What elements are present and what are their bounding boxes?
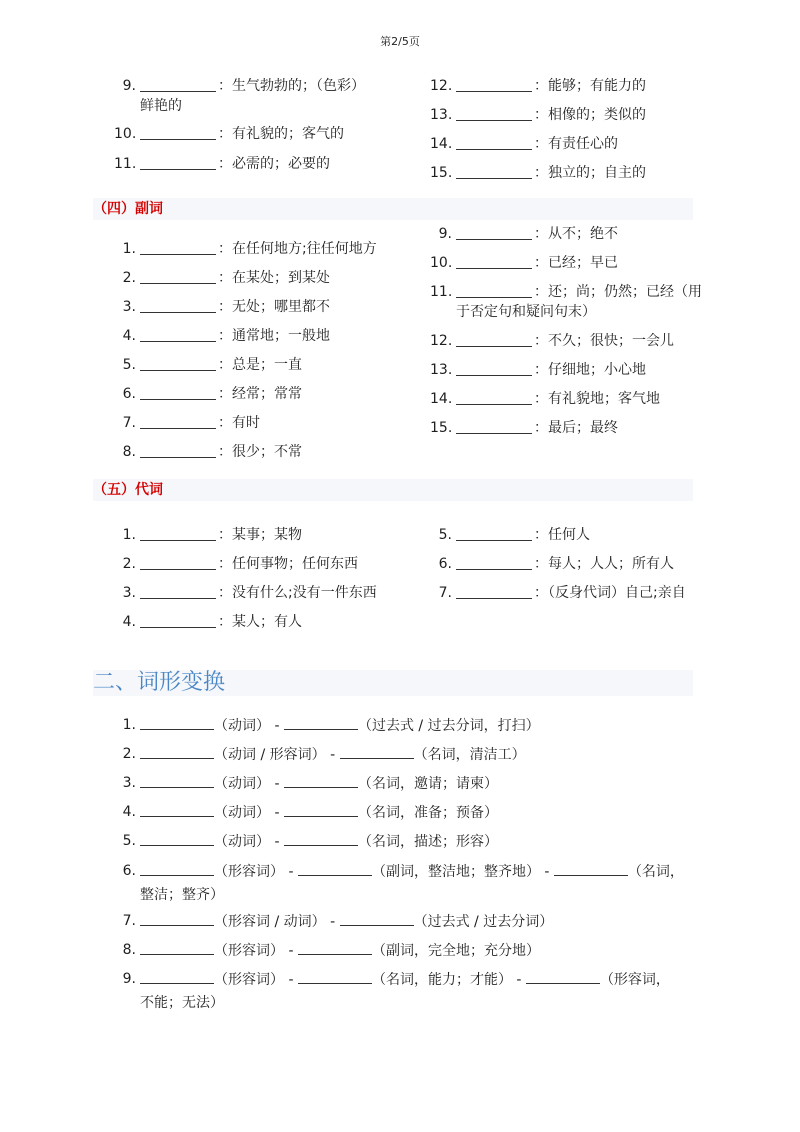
item-hint: （副词，整洁地；整齐地） - [371, 864, 550, 880]
answer-blank[interactable] [140, 540, 216, 541]
answer-blank[interactable] [526, 969, 600, 984]
item-definition: ：生气勃勃的；（色彩） [218, 78, 365, 94]
item-number: 5. [122, 833, 136, 849]
item-number: 9. [122, 78, 136, 94]
item-definition: ：某人；有人 [218, 614, 302, 630]
answer-blank[interactable] [284, 802, 358, 817]
item-line [140, 715, 540, 736]
item-number: 7. [122, 415, 136, 431]
item-hint: （名词，能力；才能） - [371, 972, 522, 988]
item-number: 1. [122, 241, 136, 257]
item-line [140, 911, 553, 932]
answer-blank[interactable] [456, 120, 532, 121]
item-hint: （形容词） - [214, 972, 294, 988]
item-definition: ：任何人 [534, 527, 590, 543]
answer-blank[interactable] [284, 715, 358, 730]
item-number: 4. [122, 804, 136, 820]
answer-blank[interactable] [140, 312, 216, 313]
item-definition: ：某事；某物 [218, 527, 302, 543]
answer-blank[interactable] [298, 861, 372, 876]
item-definition: ：能够；有能力的 [534, 78, 646, 94]
item-hint: （动词） - [214, 805, 280, 821]
item-number: 10. [430, 255, 453, 271]
item-number: 4. [122, 614, 136, 630]
answer-blank[interactable] [140, 569, 216, 570]
item-number: 2. [122, 270, 136, 286]
answer-blank[interactable] [140, 457, 216, 458]
item-number: 13. [430, 107, 453, 123]
item-number: 4. [122, 328, 136, 344]
answer-blank[interactable] [456, 540, 532, 541]
item-number: 6. [438, 556, 452, 572]
answer-blank[interactable] [140, 940, 214, 955]
item-definition-cont: 于否定句和疑问句末） [456, 304, 596, 320]
item-number: 15. [430, 420, 453, 436]
answer-blank[interactable] [140, 598, 216, 599]
answer-blank[interactable] [340, 744, 414, 759]
item-definition: ：有礼貌地；客气地 [534, 391, 660, 407]
answer-blank[interactable] [298, 969, 372, 984]
item-number: 6. [122, 386, 136, 402]
item-number: 1. [122, 527, 136, 543]
item-definition: ：没有什么;没有一件东西 [218, 585, 377, 601]
item-number: 3. [122, 299, 136, 315]
item-definition-cont: 鲜艳的 [140, 98, 182, 114]
item-line [140, 861, 684, 882]
item-number: 3. [122, 775, 136, 791]
page-number: 第2/5页 [380, 35, 420, 48]
answer-blank[interactable] [140, 715, 214, 730]
answer-blank[interactable] [456, 404, 532, 405]
item-hint: （形容词， [599, 972, 670, 988]
answer-blank[interactable] [140, 744, 214, 759]
answer-blank[interactable] [140, 802, 214, 817]
item-definition: ：从不；绝不 [534, 226, 618, 242]
answer-blank[interactable] [554, 861, 628, 876]
item-line-cont: 整洁；整齐） [140, 887, 224, 903]
answer-blank[interactable] [140, 911, 214, 926]
item-hint: （形容词） - [214, 864, 294, 880]
item-definition: ：必需的；必要的 [218, 156, 330, 172]
item-definition: ：任何事物；任何东西 [218, 556, 358, 572]
item-number: 5. [438, 527, 452, 543]
item-number: 12. [430, 78, 453, 94]
item-definition: ：（反身代词）自己;亲自 [534, 585, 686, 601]
item-definition: ：仔细地；小心地 [534, 362, 646, 378]
item-hint: （动词 / 形容词） - [214, 747, 336, 763]
item-hint: （动词） - [214, 834, 280, 850]
answer-blank[interactable] [456, 268, 532, 269]
item-number: 7. [438, 585, 452, 601]
answer-blank[interactable] [456, 239, 532, 240]
item-hint: （副词，完全地；充分地） [371, 943, 540, 959]
answer-blank[interactable] [140, 773, 214, 788]
item-number: 14. [430, 391, 453, 407]
item-line [140, 969, 670, 990]
item-hint: （名词，准备；预备） [357, 805, 498, 821]
item-number: 5. [122, 357, 136, 373]
item-number: 11. [114, 156, 137, 172]
answer-blank[interactable] [140, 139, 216, 140]
answer-blank[interactable] [456, 346, 532, 347]
answer-blank[interactable] [140, 831, 214, 846]
answer-blank[interactable] [140, 428, 216, 429]
item-line [140, 802, 498, 823]
item-definition: ：在某处；到某处 [218, 270, 330, 286]
answer-blank[interactable] [456, 598, 532, 599]
answer-blank[interactable] [140, 91, 216, 92]
item-definition: ：已经；早已 [534, 255, 618, 271]
item-line-cont: 不能；无法） [140, 995, 224, 1011]
item-line [140, 940, 540, 961]
item-number: 10. [114, 126, 137, 142]
answer-blank[interactable] [456, 569, 532, 570]
item-hint: （名词，清洁工） [413, 747, 526, 763]
item-number: 8. [122, 444, 136, 460]
answer-blank[interactable] [140, 627, 216, 628]
item-definition: ：经常；常常 [218, 386, 302, 402]
item-hint: （名词，邀请；请柬） [357, 776, 498, 792]
answer-blank[interactable] [140, 283, 216, 284]
item-hint: （名词，描述；形容） [357, 834, 498, 850]
answer-blank[interactable] [456, 91, 532, 92]
item-definition: ：通常地；一般地 [218, 328, 330, 344]
answer-blank[interactable] [284, 831, 358, 846]
item-definition: ：每人；人人；所有人 [534, 556, 674, 572]
item-hint: （名词， [627, 864, 684, 880]
item-line [140, 773, 498, 794]
item-hint: （过去式 / 过去分词） [413, 914, 554, 930]
item-definition: ：最后；最终 [534, 420, 618, 436]
item-hint: （动词） - [214, 776, 280, 792]
answer-blank[interactable] [140, 370, 216, 371]
item-number: 9. [122, 971, 136, 987]
item-definition: ：总是；一直 [218, 357, 302, 373]
item-hint: （形容词） - [214, 943, 294, 959]
item-number: 7. [122, 913, 136, 929]
item-definition: ：无处；哪里都不 [218, 299, 330, 315]
item-number: 14. [430, 136, 453, 152]
item-definition: ：在任何地方;往任何地方 [218, 241, 377, 257]
item-line [140, 831, 498, 852]
answer-blank[interactable] [140, 254, 216, 255]
item-number: 2. [122, 746, 136, 762]
item-definition: ：有礼貌的；客气的 [218, 126, 344, 142]
item-number: 1. [122, 717, 136, 733]
item-definition: ：相像的；类似的 [534, 107, 646, 123]
item-number: 11. [430, 284, 453, 300]
item-definition: ：很少；不常 [218, 444, 302, 460]
answer-blank[interactable] [140, 969, 214, 984]
item-number: 3. [122, 585, 136, 601]
item-number: 8. [122, 942, 136, 958]
item-number: 15. [430, 165, 453, 181]
item-number: 2. [122, 556, 136, 572]
item-definition: ：有责任心的 [534, 136, 618, 152]
item-number: 6. [122, 863, 136, 879]
answer-blank[interactable] [140, 341, 216, 342]
item-definition: ：还；尚；仍然；已经（用 [534, 284, 702, 300]
answer-blank[interactable] [456, 433, 532, 434]
section-heading-adverbs: （四）副词 [93, 198, 693, 220]
item-number: 9. [438, 226, 452, 242]
item-number: 13. [430, 362, 453, 378]
item-line [140, 744, 526, 765]
item-definition: ：独立的；自主的 [534, 165, 646, 181]
answer-blank[interactable] [140, 399, 216, 400]
item-hint: （形容词 / 动词） - [214, 914, 336, 930]
answer-blank[interactable] [456, 178, 532, 179]
item-hint: （过去式 / 过去分词，打扫） [357, 718, 540, 734]
answer-blank[interactable] [298, 940, 372, 955]
answer-blank[interactable] [456, 149, 532, 150]
answer-blank[interactable] [456, 297, 532, 298]
answer-blank[interactable] [284, 773, 358, 788]
part-title-word-forms: 二、词形变换 [93, 670, 693, 696]
item-definition: ：不久；很快；一会儿 [534, 333, 674, 349]
answer-blank[interactable] [140, 169, 216, 170]
item-definition: ：有时 [218, 415, 260, 431]
answer-blank[interactable] [140, 861, 214, 876]
item-hint: （动词） - [214, 718, 280, 734]
section-heading-pronouns: （五）代词 [93, 479, 693, 501]
item-number: 12. [430, 333, 453, 349]
answer-blank[interactable] [456, 375, 532, 376]
answer-blank[interactable] [340, 911, 414, 926]
